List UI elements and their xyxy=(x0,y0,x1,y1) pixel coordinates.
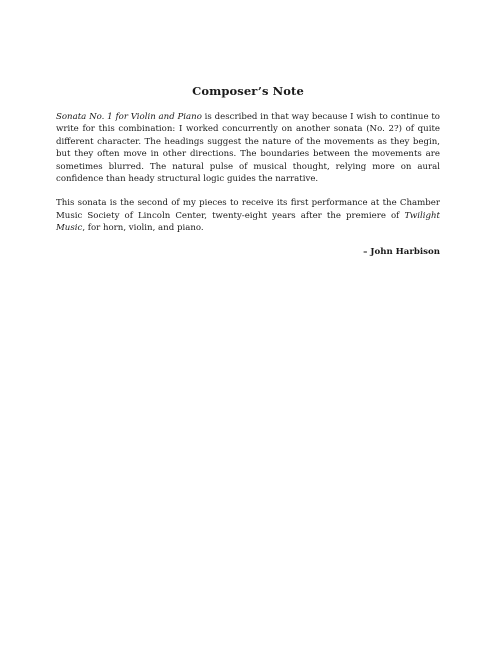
work-title-italic: Sonata No. 1 for Violin and Piano xyxy=(56,112,202,122)
paragraph-2-text-before: This sonata is the second of my pieces to receive its first performance at the Chamber Music Society of Lincoln Center, twenty-eight years after the premiere of xyxy=(56,198,440,221)
paragraph-2-text-after: , for horn, violin, and piano. xyxy=(82,223,204,234)
work-title-italic-2: Twilight Music xyxy=(56,210,440,234)
paragraph-2 xyxy=(56,197,440,234)
paragraph-1-text: is described in that way because I wish to continue to write for this combination: I worked concurrently on another sonata (No. 2?) of quite different character. The headings suggest the nature of the movements as they begin, but they often move in other directions. The boundaries between the movements are sometimes blurred. The natural pulse of musical thought, relying more on aural confidence than heady structural logic guides the narrative. xyxy=(56,112,440,185)
paragraph-1 xyxy=(56,111,440,185)
page-title: Composer’s Note xyxy=(192,84,304,98)
signature: – John Harbison xyxy=(363,246,440,257)
